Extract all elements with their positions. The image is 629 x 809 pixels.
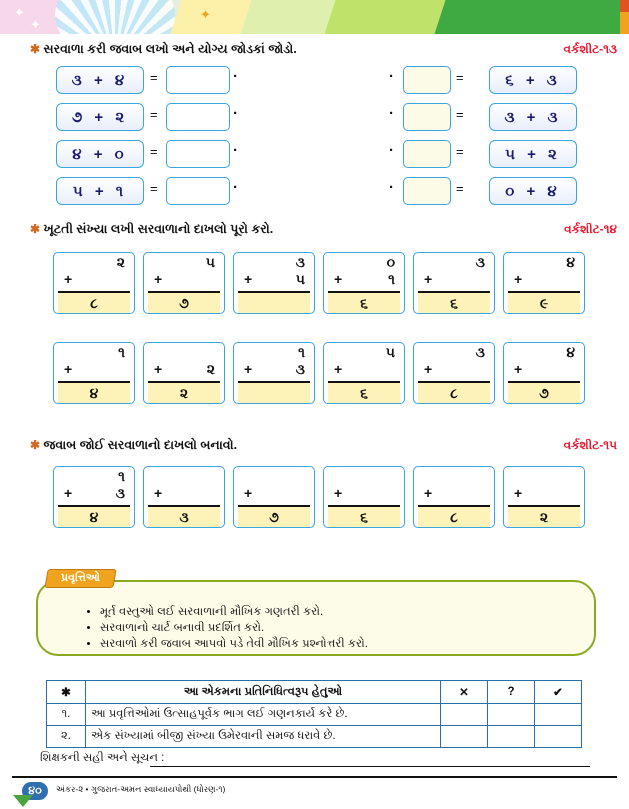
- plus-sign: +: [64, 485, 73, 501]
- addend-bottom[interactable]: ૫: [295, 271, 305, 287]
- sum-result: ૬: [328, 507, 400, 527]
- row-objective-text: એક સંખ્યામાં બીજી સંખ્યા ઉમેરવાની સમજ ધરાવે છે.: [86, 726, 441, 748]
- row-number: ૧.: [47, 704, 86, 726]
- sum-card[interactable]: [143, 252, 225, 314]
- join-dot-left-3[interactable]: ·: [233, 142, 238, 159]
- plus-sign: +: [334, 485, 343, 501]
- answer-input-right-3[interactable]: [403, 140, 451, 168]
- sum-result: ૪: [58, 507, 130, 527]
- mark-cell-question[interactable]: [488, 726, 535, 748]
- plus-sign: +: [64, 361, 73, 377]
- activities-title-text: પ્રવૃત્તિઓ: [61, 572, 100, 584]
- sum-card[interactable]: [503, 342, 585, 404]
- plus-sign: +: [154, 361, 163, 377]
- addend-top: ૩: [475, 344, 485, 360]
- sum-card[interactable]: [233, 466, 315, 528]
- plus-sign: +: [424, 361, 433, 377]
- sum-card[interactable]: [323, 342, 405, 404]
- activities-list: [60, 604, 368, 652]
- join-dot-right-4[interactable]: ·: [389, 179, 394, 196]
- equals-sign: =: [456, 70, 464, 85]
- equals-sign: =: [150, 70, 158, 85]
- equals-sign: =: [150, 144, 158, 159]
- mark-cell-check[interactable]: [535, 704, 582, 726]
- addend-top: ૪: [566, 344, 575, 360]
- addend-bottom[interactable]: ૩: [115, 485, 125, 501]
- addend-top[interactable]: ૧: [118, 468, 125, 484]
- mark-cell-cross[interactable]: [441, 704, 488, 726]
- section3-heading-text: જવાબ જોઈ સરવાળાનો દાખલો બનાવો.: [43, 438, 238, 452]
- join-dot-right-2[interactable]: ·: [389, 105, 394, 122]
- sum-result[interactable]: ૮: [58, 293, 130, 313]
- sum-card[interactable]: [503, 252, 585, 314]
- equals-sign: =: [150, 181, 158, 196]
- star-icon: ✦: [200, 7, 211, 22]
- bullet-star-icon: ✱: [30, 438, 41, 452]
- sum-result: ૮: [418, 507, 490, 527]
- section3-heading: [30, 438, 237, 453]
- signature-label: શિક્ષકની સહી અને સૂચન :: [40, 752, 165, 764]
- expr-box-right-4: ૦ + ૪: [489, 177, 577, 205]
- equals-sign: =: [456, 181, 464, 196]
- answer-input-right-1[interactable]: [403, 66, 451, 94]
- sum-card[interactable]: [143, 466, 225, 528]
- answer-input-right-2[interactable]: [403, 103, 451, 131]
- table-row: [47, 704, 582, 726]
- sum-card[interactable]: [323, 252, 405, 314]
- addend-top: ૩: [475, 254, 485, 270]
- section1-heading-text: સરવાળા કરી જવાબ લખો અને યોગ્ય જોડકાં જોડો.: [43, 42, 297, 56]
- join-dot-left-2[interactable]: ·: [233, 105, 238, 122]
- plus-sign: +: [424, 485, 433, 501]
- addend-top: ૨: [116, 254, 125, 270]
- worksheet-label-15: વર્કશીટ-૧૫: [563, 438, 617, 452]
- sum-card[interactable]: [53, 252, 135, 314]
- star-icon: ✦: [30, 17, 41, 32]
- expr-box-right-2: ૩ + ૩: [489, 103, 577, 131]
- addend-top: ૩: [295, 254, 305, 270]
- col-header-check: ✔: [535, 681, 582, 704]
- sum-result: ૩: [148, 507, 220, 527]
- plus-sign: +: [334, 361, 343, 377]
- worksheet-label-13: વર્કશીટ-૧૩: [563, 42, 617, 56]
- equals-sign: =: [456, 107, 464, 122]
- list-item: • સરવાળો કરી જવાબ આપવો પડે તેવી મૌખિક પ્રશ્નોત્તરી કરો.: [100, 636, 368, 652]
- page-number-badge: ૪૦: [22, 782, 48, 800]
- activities-title-banner: [44, 569, 116, 588]
- sum-result[interactable]: ૯: [508, 293, 580, 313]
- objectives-table: [46, 680, 582, 748]
- expr-box-right-1: ૬ + ૩: [489, 66, 577, 94]
- sum-result: ૨: [508, 507, 580, 527]
- answer-input-left-4[interactable]: [166, 177, 230, 205]
- plus-sign: +: [154, 271, 163, 287]
- section2-heading-text: ખૂટતી સંખ્યા લખી સરવાળાનો દાખલો પૂરો કરો.: [43, 222, 274, 236]
- plus-sign: +: [514, 271, 523, 287]
- worksheet-label-14: વર્કશીટ-૧૪: [564, 222, 617, 236]
- addend-top: ૧: [298, 344, 305, 360]
- plus-sign: +: [244, 271, 253, 287]
- answer-input-left-3[interactable]: [166, 140, 230, 168]
- plus-sign: +: [334, 271, 343, 287]
- header-rays: [55, 0, 175, 34]
- expr-box-left-2: ૭ + ૨: [56, 103, 144, 131]
- expr-box-left-4: ૫ + ૧: [56, 177, 144, 205]
- decorative-header-band: [0, 0, 629, 34]
- sum-card[interactable]: [323, 466, 405, 528]
- answer-input-right-4[interactable]: [403, 177, 451, 205]
- sum-result[interactable]: ૬: [418, 293, 490, 313]
- table-row: [47, 726, 582, 748]
- addend-top: ૪: [566, 254, 575, 270]
- section1-heading: [30, 42, 297, 57]
- addend-top: ૦: [386, 254, 395, 270]
- header-blob-yellow: [170, 0, 251, 34]
- join-dot-right-1[interactable]: ·: [389, 68, 394, 85]
- star-icon: ✦: [14, 5, 25, 20]
- plus-sign: +: [64, 271, 73, 287]
- addend-top: ૫: [205, 254, 215, 270]
- col-header-cross: ✕: [441, 681, 488, 704]
- sum-card[interactable]: [233, 342, 315, 404]
- col-header-question: ?: [488, 681, 535, 704]
- answer-input-left-1[interactable]: [166, 66, 230, 94]
- sum-card[interactable]: [413, 466, 495, 528]
- plus-sign: +: [244, 485, 253, 501]
- sum-card[interactable]: [413, 342, 495, 404]
- sum-card[interactable]: [413, 252, 495, 314]
- col-header-star: ✱: [47, 681, 86, 704]
- sum-card[interactable]: [143, 342, 225, 404]
- table-header-row: [47, 681, 582, 704]
- addend-bottom[interactable]: ૧: [388, 271, 395, 287]
- sum-result[interactable]: ૬: [328, 383, 400, 403]
- col-header-objective: આ એકમના પ્રતિનિધિત્વરૂપ હેતુઓ: [86, 681, 441, 704]
- expr-box-left-3: ૪ + ૦: [56, 140, 144, 168]
- equals-sign: =: [456, 144, 464, 159]
- mark-cell-cross[interactable]: [441, 726, 488, 748]
- footer-note: અંકર-૨ • ગુજરાત-અમન સ્વાધ્યાયપોથી (ધોરણ-૧): [56, 784, 226, 794]
- plus-sign: +: [514, 361, 523, 377]
- mark-cell-question[interactable]: [488, 704, 535, 726]
- sum-card[interactable]: [233, 252, 315, 314]
- plus-sign: +: [514, 485, 523, 501]
- sum-card[interactable]: [53, 342, 135, 404]
- join-dot-left-1[interactable]: ·: [233, 68, 238, 85]
- equals-sign: =: [150, 107, 158, 122]
- header-blob-darkgreen: [434, 0, 629, 34]
- row-objective-text: આ પ્રવૃત્તિઓમાં ઉત્સાહપૂર્વક ભાગ લઈ ગણનકાર્ય કરે છે.: [86, 704, 441, 726]
- sum-card[interactable]: [53, 466, 135, 528]
- row-number: ૨.: [47, 726, 86, 748]
- footer-divider: [12, 776, 617, 778]
- plus-sign: +: [244, 361, 253, 377]
- sum-result[interactable]: [238, 383, 310, 403]
- triangle-icon: [13, 795, 33, 807]
- sum-card[interactable]: [503, 466, 585, 528]
- bullet-star-icon: ✱: [30, 222, 41, 236]
- sum-result[interactable]: ૭: [148, 293, 220, 313]
- answer-input-left-2[interactable]: [166, 103, 230, 131]
- expr-box-left-1: ૩ + ૪: [56, 66, 144, 94]
- plus-sign: +: [154, 485, 163, 501]
- plus-sign: +: [424, 271, 433, 287]
- addend-top: ૧: [118, 344, 125, 360]
- join-dot-left-4[interactable]: ·: [233, 179, 238, 196]
- expr-box-right-3: ૫ + ૨: [489, 140, 577, 168]
- sum-result[interactable]: ૪: [58, 383, 130, 403]
- join-dot-right-3[interactable]: ·: [389, 142, 394, 159]
- sum-result[interactable]: ૬: [328, 293, 400, 313]
- addend-top: ૫: [385, 344, 395, 360]
- sum-result[interactable]: ૨: [148, 383, 220, 403]
- sum-result[interactable]: ૭: [508, 383, 580, 403]
- addend-bottom: ૩: [295, 361, 305, 377]
- sum-result[interactable]: ૮: [418, 383, 490, 403]
- bullet-star-icon: ✱: [30, 42, 41, 56]
- list-item: • સરવાળાનો ચાર્ટ બનાવી પ્રદર્શિત કરો.: [100, 620, 368, 636]
- footer-ornament: [10, 795, 36, 809]
- section2-heading: [30, 222, 273, 237]
- sum-result: ૭: [238, 507, 310, 527]
- list-item: • મૂર્ત વસ્તુઓ લઈ સરવાળાની મૌખિક ગણતરી કરો.: [100, 604, 368, 620]
- mark-cell-check[interactable]: [535, 726, 582, 748]
- page-edge-marker-top: [620, 0, 629, 12]
- addend-bottom: ૨: [206, 361, 215, 377]
- signature-rule[interactable]: [150, 766, 590, 767]
- sum-result[interactable]: [238, 293, 310, 313]
